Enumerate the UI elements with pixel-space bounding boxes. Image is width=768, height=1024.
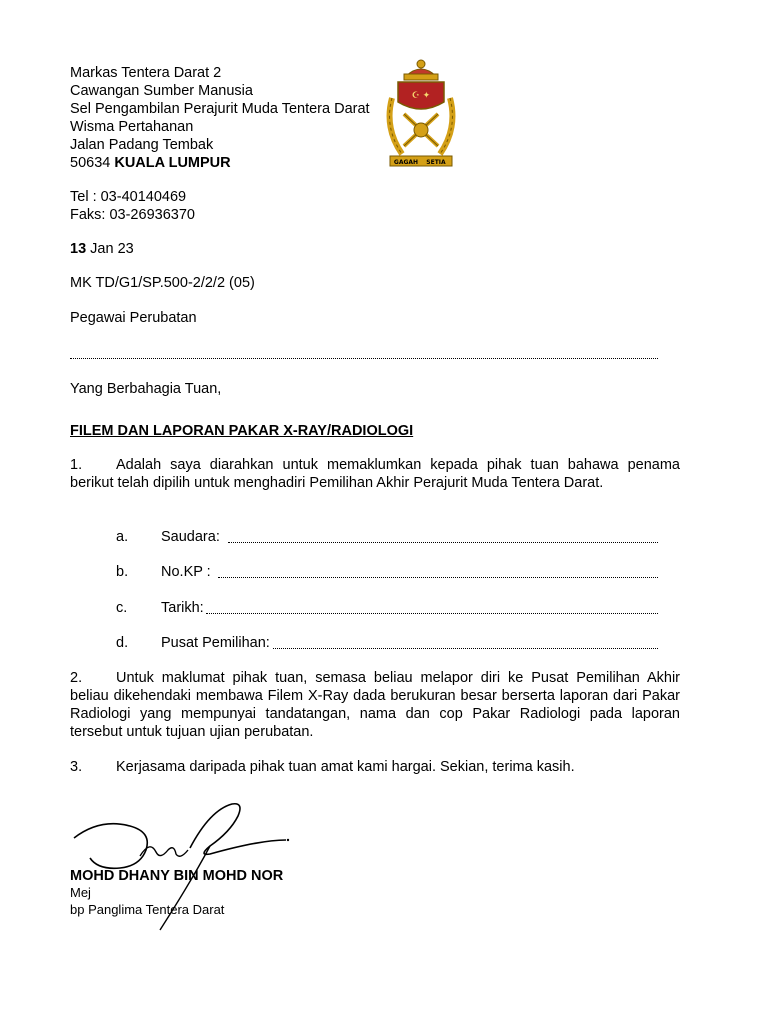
address-city-line bbox=[70, 154, 370, 172]
salutation: Yang Berbahagia Tuan, bbox=[70, 381, 222, 397]
field-letter: c. bbox=[116, 600, 128, 616]
field-line-saudara[interactable] bbox=[228, 542, 658, 543]
paragraph-3 bbox=[70, 758, 575, 776]
address-line: Wisma Pertahanan bbox=[70, 119, 194, 135]
svg-text:☪ ✦: ☪ ✦ bbox=[411, 91, 431, 101]
recipient-dotted-line bbox=[70, 358, 658, 359]
date-day: 13 bbox=[70, 241, 87, 257]
reference-number: MK TD/G1/SP.500-2/2/2 (05) bbox=[70, 275, 255, 291]
field-label-nokp: No.KP : bbox=[161, 564, 211, 580]
paragraph-number: 1. bbox=[70, 457, 83, 473]
paragraph-number: 2. bbox=[70, 670, 83, 686]
signatory-position: bp Panglima Tentera Darat bbox=[70, 902, 225, 917]
paragraph-number: 3. bbox=[70, 759, 83, 775]
address-line: Markas Tentera Darat 2 bbox=[70, 65, 222, 81]
field-label-pusat-pemilihan: Pusat Pemilihan: bbox=[161, 635, 270, 651]
field-line-tarikh[interactable] bbox=[206, 613, 658, 614]
paragraph-text: Untuk maklumat pihak tuan, semasa beliau melapor diri ke Pusat Pemilihan Akhir beliau dikehendaki membawa Filem X-Ray dada berukuran besar berserta laporan dari Pakar Radiologi yang mempunyai tandatangan, nama dan cop Pakar Radiologi pada laporan tersebut untuk tujuan ujian perubatan. bbox=[70, 670, 680, 740]
paragraph-2 bbox=[70, 669, 680, 741]
address-line: Sel Pengambilan Perajurit Muda Tentera Darat bbox=[70, 101, 370, 117]
telephone: Tel : 03-40140469 bbox=[70, 189, 187, 205]
subject-heading: FILEM DAN LAPORAN PAKAR X-RAY/RADIOLOGI bbox=[70, 423, 414, 439]
field-line-nokp[interactable] bbox=[218, 577, 658, 578]
recipient: Pegawai Perubatan bbox=[70, 310, 197, 326]
city: KUALA LUMPUR bbox=[114, 155, 231, 171]
address-line: Cawangan Sumber Manusia bbox=[70, 83, 253, 99]
army-crest-logo bbox=[380, 58, 462, 170]
date-month-year: Jan 23 bbox=[90, 241, 134, 257]
letter-date bbox=[70, 240, 134, 258]
motto-right: SETIA bbox=[426, 159, 446, 166]
field-line-pusat-pemilihan[interactable] bbox=[273, 648, 658, 649]
field-letter: a. bbox=[116, 529, 129, 545]
signatory-rank: Mej bbox=[70, 885, 91, 900]
sender-address bbox=[70, 64, 370, 172]
field-label-saudara: Saudara: bbox=[161, 529, 220, 545]
field-letter: b. bbox=[116, 564, 129, 580]
postcode: 50634 bbox=[70, 155, 111, 171]
field-label-tarikh: Tarikh: bbox=[161, 600, 204, 616]
field-letter: d. bbox=[116, 635, 129, 651]
address-line: Jalan Padang Tembak bbox=[70, 137, 214, 153]
motto-left: GAGAH bbox=[393, 159, 419, 166]
paragraph-text: Adalah saya diarahkan untuk memaklumkan kepada pihak tuan bahawa penama berikut telah dipilih untuk menghadiri Pemilihan Akhir Perajurit Muda Tentera Darat. bbox=[70, 457, 680, 491]
signatory-name: MOHD DHANY BIN MOHD NOR bbox=[70, 868, 284, 884]
paragraph-text: Kerjasama daripada pihak tuan amat kami hargai. Sekian, terima kasih. bbox=[116, 759, 575, 775]
paragraph-1 bbox=[70, 456, 680, 492]
fax: Faks: 03-26936370 bbox=[70, 207, 195, 223]
